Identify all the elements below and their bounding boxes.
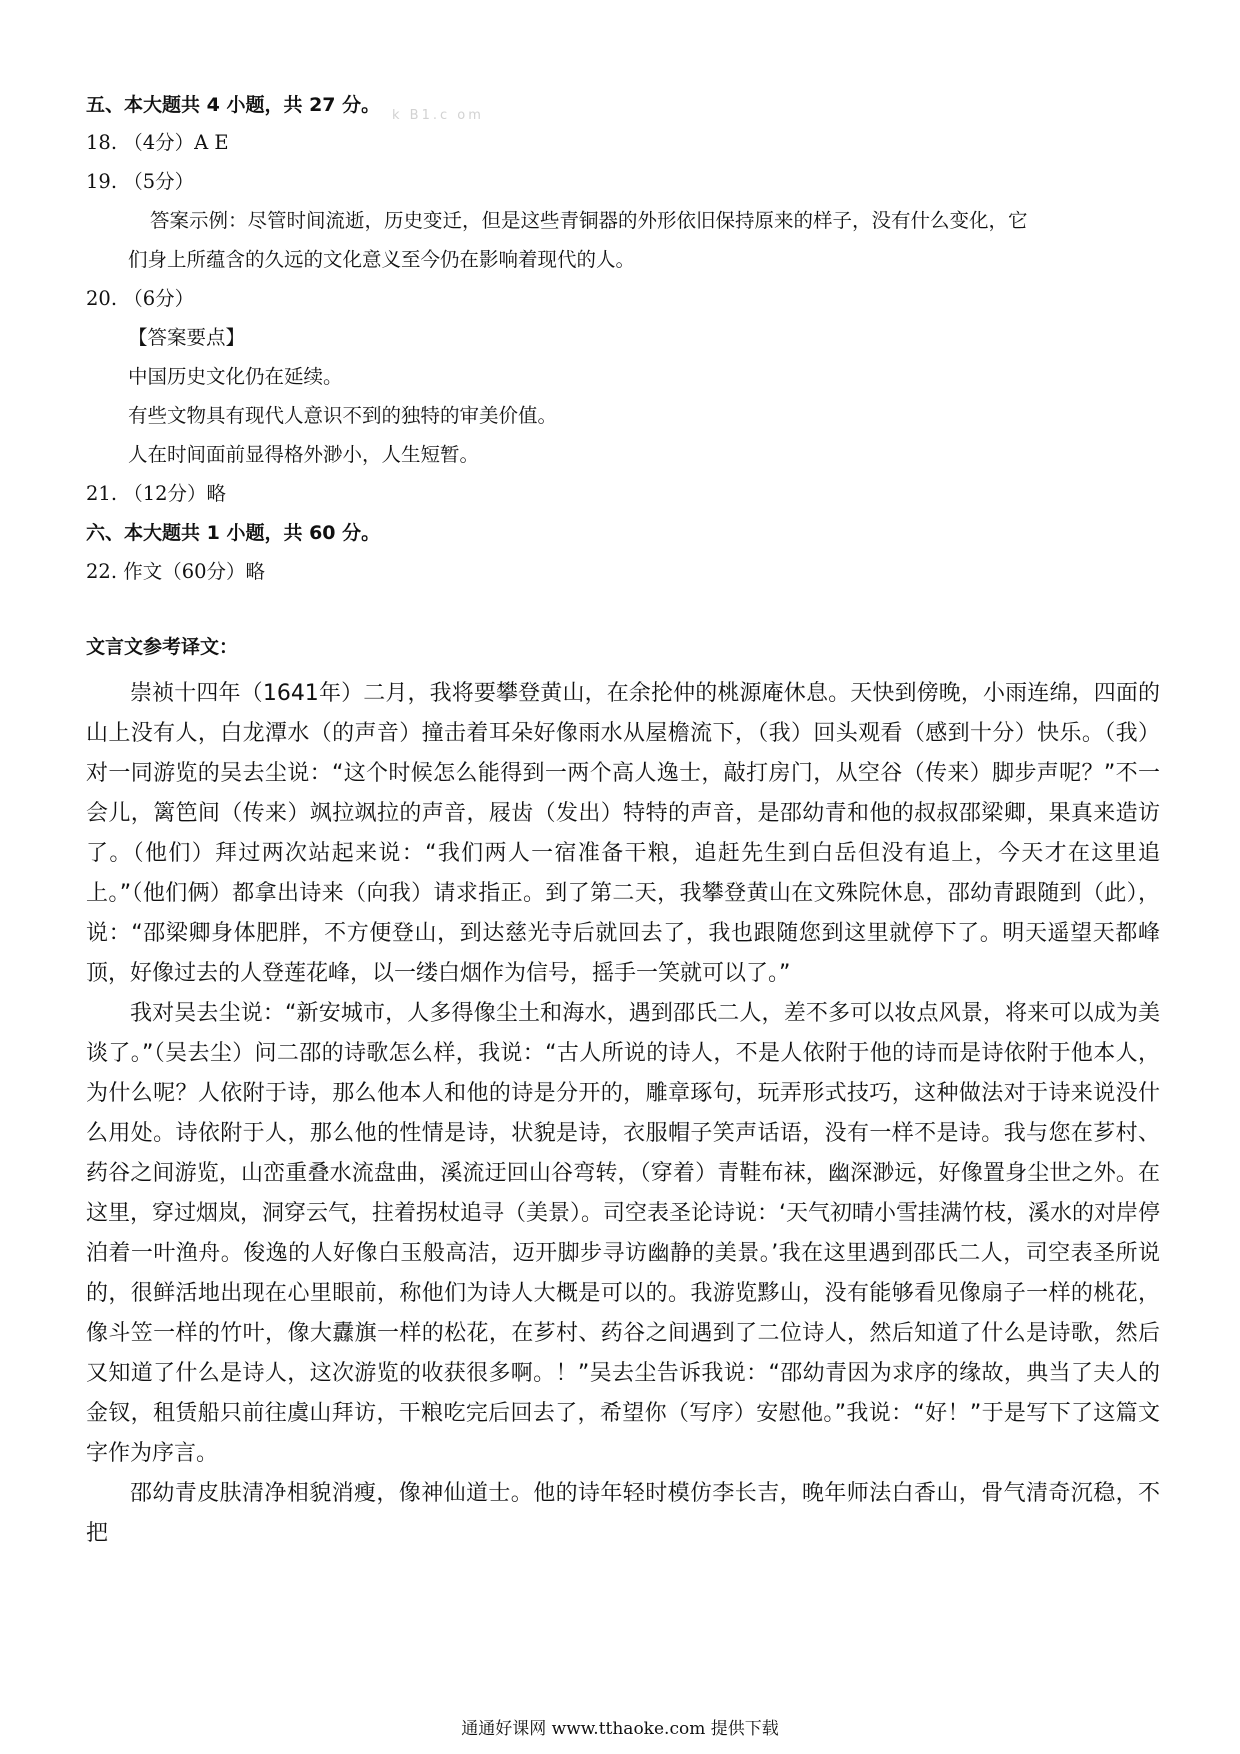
q19-label: 19. （5分） bbox=[86, 170, 195, 193]
q20-points-title: 【答案要点】 bbox=[128, 326, 246, 349]
q19-answer-line-2: 们身上所蕴含的久远的文化意义至今仍在影响着现代的人。 bbox=[128, 248, 636, 271]
translation-title: 文言文参考译文： bbox=[86, 636, 239, 658]
q22-answer: 22. 作文（60分）略 bbox=[86, 560, 266, 583]
q20-point-2: 有些文物具有现代人意识不到的独特的审美价值。 bbox=[128, 404, 558, 427]
section-six-heading: 六、本大题共 1 小题，共 60 分。 bbox=[86, 522, 381, 544]
q19-answer-line-1: 答案示例：尽管时间流逝，历史变迁，但是这些青铜器的外形依旧保持原来的样子，没有什么变化，它 bbox=[150, 209, 1028, 232]
translation-paragraph-1: 崇祯十四年（1641年）二月，我将要攀登黄山，在余抡仲的桃源庵休息。天快到傍晚，小雨连绵，四面的山上没有人，白龙潭水（的声音）撞击着耳朵好像雨水从屋檐流下，（我）回头观看（感到十分）快乐。（我）对一同游览的吴去尘说：“这个时候怎么能得到一两个高人逸士，敲打房门，从空谷（传来）脚步声呢？”不一会儿，篱笆间（传来）飒拉飒拉的声音，屐齿（发出）特特的声音，是邵幼青和他的叔叔邵梁卿，果真来造访了。（他们）拜过两次站起来说：“我们两人一宿准备干粮，追赶先生到白岳但没有追上，今天才在这里追上。”（他们俩）都拿出诗来（向我）请求指正。到了第二天，我攀登黄山在文殊院休息，邵幼青跟随到（此），说：“邵梁卿身体肥胖，不方便登山，到达慈光寺后就回去了，我也跟随您到这里就停下了。明天遥望天都峰顶，好像过去的人登莲花峰，以一缕白烟作为信号，摇手一笑就可以了。” bbox=[86, 681, 1160, 986]
translation-paragraph-3: 邵幼青皮肤清净相貌消瘦，像神仙道士。他的诗年轻时模仿李长吉，晚年师法白香山，骨气清奇沉稳，不把 bbox=[86, 1481, 1160, 1546]
translation-paragraph-2: 我对吴去尘说：“新安城市，人多得像尘土和海水，遇到邵氏二人，差不多可以妆点风景，将来可以成为美谈了。”（吴去尘）问二邵的诗歌怎么样，我说：“古人所说的诗人，不是人依附于他的诗而是诗依附于他本人，为什么呢？人依附于诗，那么他本人和他的诗是分开的，雕章琢句，玩弄形式技巧，这种做法对于诗来说没什么用处。诗依附于人，那么他的性情是诗，状貌是诗，衣服帽子笑声话语，没有一样不是诗。我与您在芗村、药谷之间游览，山峦重叠水流盘曲，溪流迂回山谷弯转，（穿着）青鞋布袜，幽深渺远，好像置身尘世之外。在这里，穿过烟岚，洞穿云气，拄着拐杖追寻（美景）。司空表圣论诗说：‘天气初晴小雪挂满竹枝，溪水的对岸停泊着一叶渔舟。俊逸的人好像白玉般高洁，迈开脚步寻访幽静的美景。’我在这里遇到邵氏二人，司空表圣所说的，很鲜活地出现在心里眼前，称他们为诗人大概是可以的。我游览黟山，没有能够看见像扇子一样的桃花，像斗笠一样的竹叶，像大纛旗一样的松花，在芗村、药谷之间遇到了二位诗人，然后知道了什么是诗歌，然后又知道了什么是诗人，这次游览的收获很多啊。！”吴去尘告诉我说：“邵幼青因为求序的缘故，典当了夫人的金钗，租赁船只前往虞山拜访，干粮吃完后回去了，希望你（写序）安慰他。”我说：“好！”于是写下了这篇文字作为序言。 bbox=[86, 1001, 1160, 1466]
q21-answer: 21. （12分）略 bbox=[86, 482, 227, 505]
watermark: k B1.c om bbox=[392, 108, 484, 123]
section-five-heading: 五、本大题共 4 小题，共 27 分。 bbox=[86, 94, 381, 116]
page-footer: 通通好课网 www.tthaoke.com 提供下载 bbox=[461, 1719, 779, 1739]
q18-answer: 18. （4分）A E bbox=[86, 131, 229, 154]
q20-label: 20. （6分） bbox=[86, 287, 195, 310]
translation-body bbox=[86, 674, 1160, 1554]
q20-point-3: 人在时间面前显得格外渺小，人生短暂。 bbox=[128, 443, 480, 466]
q20-point-1: 中国历史文化仍在延续。 bbox=[128, 365, 343, 388]
